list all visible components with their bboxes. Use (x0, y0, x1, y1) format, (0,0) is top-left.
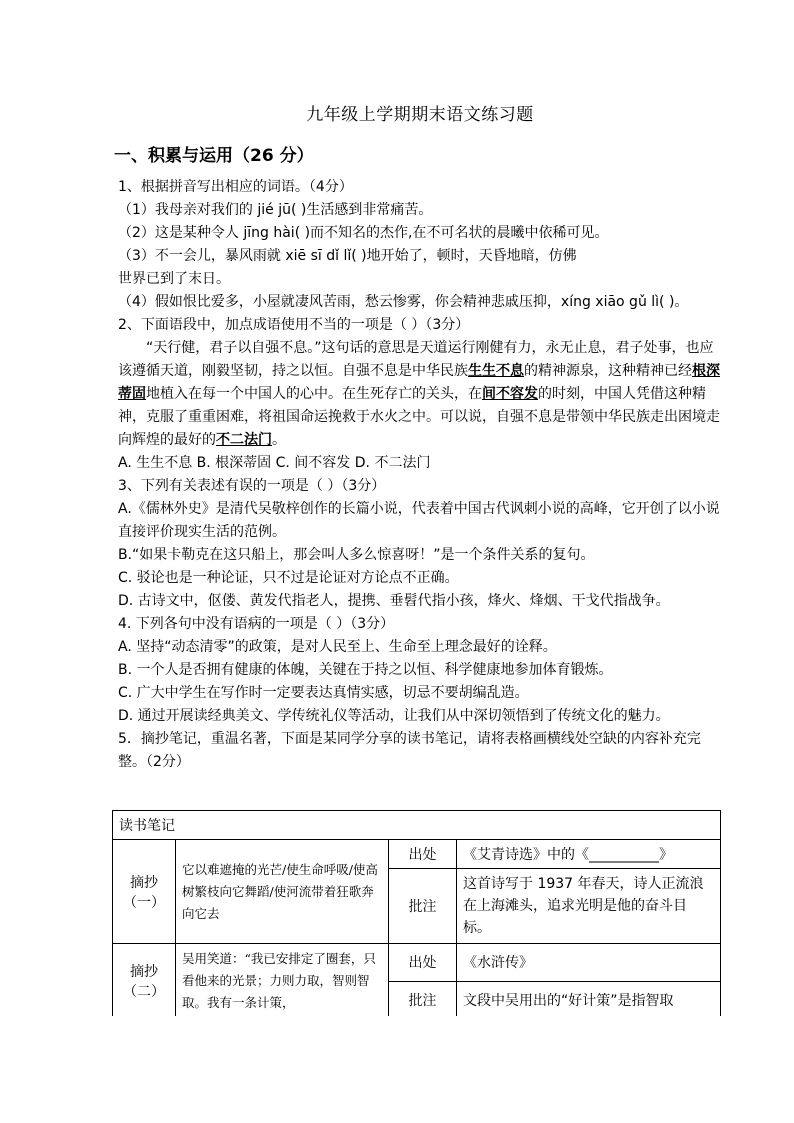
q3-stem: 3、下列有关表述有误的一项是（ ）（3分） (118, 478, 386, 494)
q3-option-b: B.“如果卡勒克在这只船上，那会叫人多么惊喜呀！”是一个条件关系的复句。 (118, 547, 595, 563)
q5-stem: 5．摘抄笔记，重温名著，下面是某同学分享的读书笔记，请将表格画横线处空缺的内容补充完整。（2分） (118, 731, 701, 770)
excerpt-1-quote: 它以难遮掩的光芒/使生命呼吸/使高树繁枝向它舞蹈/使河流带着狂歌奔向它去 (176, 840, 389, 944)
q1-item-4: （4）假如恨比爱多，小屋就凄风苦雨，愁云惨雾，你会精神悲戚压抑，xíng xiāo gǔ lì( )。 (118, 294, 689, 310)
section-heading: 一、积累与运用（26 分） (114, 146, 314, 166)
note-label: 批注 (389, 981, 457, 1019)
q1-item-2: （2）这是某种令人 jīng hài( )而不知名的杰作,在不可名状的晨曦中依稀可见。 (118, 225, 609, 241)
q1-item-3b: 世界已到了末日。 (118, 271, 230, 287)
q3-option-d: D. 古诗文中，伛偻、黄发代指老人，提携、垂髫代指小孩，烽火、烽烟、干戈代指战争。 (118, 593, 670, 609)
q2-stem: 2、下面语段中，加点成语使用不当的一项是（ ）（3分） (118, 317, 470, 333)
passage-text: 的时刻，中国人凭借这种精神，克服了重重困难，将祖国命运挽救于水火之中。可以说，自强不息是带领中华民族走出困境走向辉煌的最好的 (118, 386, 720, 448)
excerpt-1-note: 这首诗写于 1937 年春天，诗人正流浪在上海滩头，追求光明是他的奋斗目标。 (457, 869, 721, 944)
q3-option-c: C. 驳论也是一种论证，只不过是论证对方论点不正确。 (118, 570, 459, 586)
q1-item-1: （1）我母亲对我们的 jié jū( )生活感到非常痛苦。 (118, 202, 433, 218)
q2-passage (118, 337, 722, 452)
excerpt-1-label: 摘抄（一） (113, 840, 176, 944)
source-label: 出处 (389, 840, 457, 869)
source-label: 出处 (389, 944, 457, 982)
passage-text: 。 (272, 432, 286, 448)
note-label: 批注 (389, 869, 457, 944)
idiom-2: 根深蒂固 (118, 363, 720, 402)
q4-option-a: A. 坚持“动态清零”的政策，是对人民至上、生命至上理念最好的诠释。 (118, 639, 557, 655)
passage-text: “天行健，君子以自强不息。”这句话的意思是天道运行刚健有力，永无止息，君子处事，也应该遵循天道，刚毅坚韧，持之以恒。自强不息是中华民族 (118, 340, 714, 379)
idiom-4: 不二法门 (216, 432, 272, 448)
reading-notes-table (112, 810, 721, 1019)
q2-options: A. 生生不息 B. 根深蒂固 C. 间不容发 D. 不二法门 (118, 455, 431, 471)
q4-stem: 4. 下列各句中没有语病的一项是（ ）（3分） (118, 616, 395, 632)
excerpt-1-source: 《艾青诗选》中的《__________》 (457, 840, 721, 869)
passage-text: 的精神源泉，这种精神已经 (524, 363, 692, 379)
excerpt-2-quote: 吴用笑道：“我已安排定了圈套，只看他来的光景；力则力取，智则智取。我有一条计策， (176, 944, 389, 1019)
excerpt-2-note: 文段中吴用出的“好计策”是指智取 (457, 981, 721, 1019)
page-title: 九年级上学期期末语文练习题 (306, 105, 534, 125)
q1-item-3a: （3）不一会儿，暴风雨就 xiē sī dǐ lǐ( )地开始了，顿时，天昏地暗，仿佛 (118, 248, 577, 264)
idiom-3: 间不容发 (482, 386, 538, 402)
q4-option-d: D. 通过开展读经典美文、学传统礼仪等活动，让我们从中深切领悟到了传统文化的魅力。 (118, 708, 670, 724)
q3-option-a: A.《儒林外史》是清代吴敬梓创作的长篇小说，代表着中国古代讽刺小说的高峰，它开创了以小说直接评价现实生活的范例。 (118, 501, 720, 540)
q4-option-c: C. 广大中学生在写作时一定要表达真情实感，切忌不要胡编乱造。 (118, 685, 529, 701)
table-header: 读书笔记 (113, 811, 721, 840)
page-bottom-margin (0, 1016, 794, 1123)
excerpt-2-label: 摘抄（二） (113, 944, 176, 1019)
passage-text: 地植入在每一个中国人的心中。在生死存亡的关头，在 (146, 386, 482, 402)
idiom-1: 生生不息 (468, 363, 524, 379)
document-page (114, 100, 722, 774)
q4-option-b: B. 一个人是否拥有健康的体魄，关键在于持之以恒、科学健康地参加体育锻炼。 (118, 662, 613, 678)
excerpt-2-source: 《水浒传》 (457, 944, 721, 982)
q1-stem: 1、根据拼音写出相应的词语。（4分） (118, 179, 353, 195)
